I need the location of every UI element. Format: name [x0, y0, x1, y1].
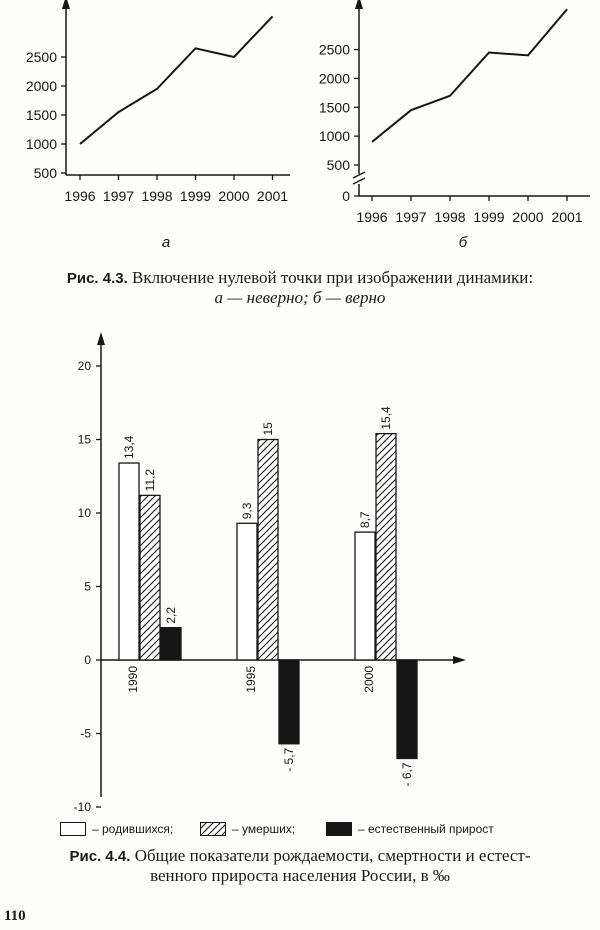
data-label: 11,2 [143, 468, 157, 492]
figure-4-3-caption-text: Включение нулевой точки при изображении динамики: [132, 268, 534, 287]
bar-growth [397, 660, 417, 758]
legend-swatch-died [200, 822, 226, 836]
legend-swatch-growth [326, 822, 352, 836]
x-tick-label: 1997 [102, 188, 135, 204]
data-label: 9,3 [240, 502, 254, 520]
x-tick-label: 2001 [551, 209, 583, 225]
panel-label-b: б [458, 234, 468, 251]
x-tick-label: 1999 [179, 188, 212, 204]
bar-born [237, 523, 257, 660]
bar-died [376, 434, 396, 660]
y-tick-label: 2500 [25, 49, 57, 65]
figure-4-4-caption-line2 [0, 866, 600, 886]
y-tick-label: 0 [84, 653, 91, 667]
figure-4-4-caption [0, 846, 600, 867]
y-tick-label: 15 [77, 432, 91, 447]
legend-swatch-born [60, 822, 86, 836]
figure-4-4-caption-number: Рис. 4.4. [69, 848, 131, 865]
x-tick-label: 1999 [473, 209, 505, 225]
x-tick-label: 1997 [395, 209, 427, 225]
y-tick-label: 2000 [318, 70, 350, 87]
y-tick-label: 5 [84, 579, 91, 594]
x-tick-label: 1998 [434, 209, 466, 225]
y-tick-label: 1500 [25, 107, 57, 123]
y-tick-label: -10 [73, 800, 91, 814]
y-tick-label: 2000 [25, 78, 57, 94]
data-label: - 5,7 [282, 747, 296, 772]
data-label: - 6,7 [400, 762, 414, 787]
y-tick-label: 500 [33, 165, 57, 181]
bar-growth [279, 660, 299, 744]
x-axis-arrow [453, 656, 466, 664]
figure-4-3-caption-subtitle: а — неверно; б — верно [214, 288, 386, 307]
x-category-label: 1995 [244, 666, 258, 693]
y-tick-label: 0 [342, 188, 350, 204]
bar-born [355, 532, 375, 660]
x-tick-label: 2001 [256, 188, 289, 204]
figure-4-3-caption-number: Рис. 4.3. [66, 270, 128, 287]
bar-born [119, 463, 139, 660]
bar-died [140, 495, 160, 660]
figure-4-4-caption-text: Общие показатели рождаемости, смертности и естест- [134, 846, 531, 865]
x-tick-label: 1996 [64, 188, 96, 204]
legend-label-died: – умерших; [232, 822, 296, 836]
bar-died [258, 440, 278, 661]
page-number: 110 [4, 908, 26, 924]
data-label: 15 [261, 422, 275, 436]
y-tick-label: 1500 [318, 99, 350, 116]
x-tick-label: 1996 [356, 209, 388, 225]
y-tick-label: 500 [326, 157, 350, 173]
data-label: 8,7 [358, 511, 372, 529]
x-category-label: 1990 [126, 666, 140, 693]
y-tick-label: 20 [77, 359, 91, 373]
data-label: 13,4 [122, 435, 136, 460]
y-axis-arrow [97, 332, 105, 345]
panel-label-a: а [161, 234, 171, 251]
x-category-label: 2000 [362, 666, 376, 693]
legend-label-growth: – естественный прирост [358, 822, 494, 836]
legend-label-born: – родившихся; [92, 822, 174, 836]
x-tick-label: 2000 [512, 209, 544, 225]
bar-growth [161, 628, 181, 660]
y-tick-label: 10 [77, 506, 91, 520]
y-tick-label: -5 [80, 726, 91, 741]
x-tick-label: 1998 [141, 188, 173, 204]
y-tick-label: 1000 [25, 136, 57, 152]
x-tick-label: 2000 [218, 188, 250, 204]
y-tick-label: 2500 [318, 41, 350, 58]
data-label: 2,2 [164, 606, 178, 624]
figure-4-4-caption-subtitle: венного прироста населения России, в ‰ [150, 866, 450, 885]
data-label: 15,4 [379, 406, 393, 430]
y-tick-label: 1000 [318, 128, 350, 145]
